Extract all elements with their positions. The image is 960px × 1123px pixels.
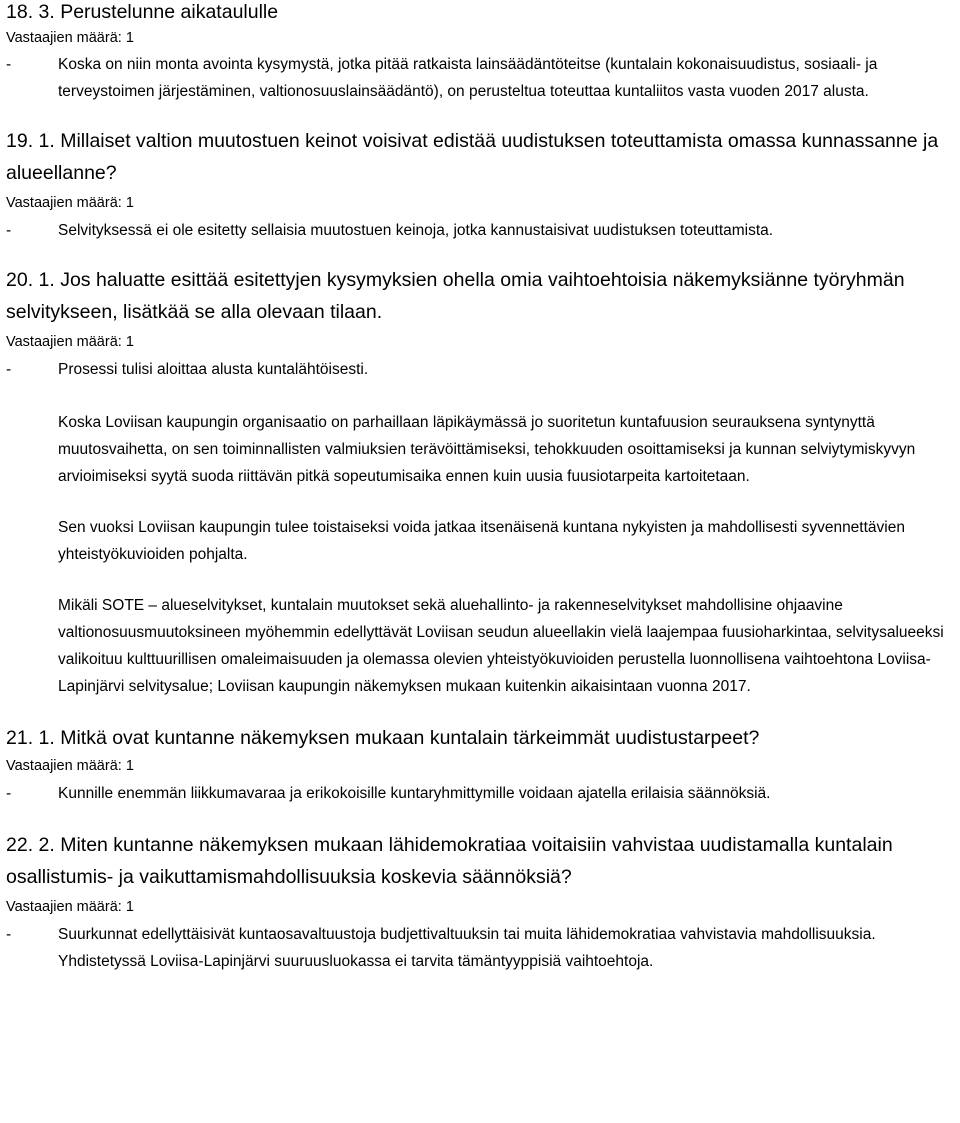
answer-text: Prosessi tulisi aloittaa alusta kuntalähtöisesti. — [58, 361, 369, 378]
respondent-count: Vastaajien määrä: 1 — [6, 30, 134, 46]
answer-paragraph: Koska Loviisan kaupungin organisaatio on parhaillaan läpikäymässä jo suoritetun kuntafuusion seurauksena syntynyttä muutosvaihetta, on sen toiminnallisten valmiuksien terävöittämiseksi, tehokkuuden osoittamiseksi ja kunnan selviytymiskyvyn arvioimiseksi syytä suoda riittävän pitkä sopeutumisaika ennen kuin uusia fuusiotarpeita kartoitetaan. — [58, 414, 916, 485]
question-heading: 22. 2. Miten kuntanne näkemyksen mukaan lähidemokratiaa voitaisiin vahvistaa uudistamalla kuntalain osallistumis- ja vaikuttamismahdollisuuksia koskevia säännöksiä? — [6, 834, 893, 888]
answer-item — [6, 356, 956, 383]
answer-text: Koska on niin monta avointa kysymystä, jotka pitää ratkaista lainsäädäntöteitse (kuntalain kokonaisuudistus, sosiaali- ja terveystoimen järjestäminen, valtionosuuslainsäädäntö), on perusteltua toteuttaa kuntaliitos vasta vuoden 2017 alusta. — [58, 56, 878, 100]
answer-text: Kunnille enemmän liikkumavaraa ja erikokoisille kuntaryhmittymille voidaan ajatella erilaisia säännöksiä. — [58, 785, 771, 802]
answer-item — [6, 780, 956, 807]
bullet-dash: - — [6, 56, 12, 73]
answer-text: Selvityksessä ei ole esitetty sellaisia muutostuen keinoja, jotka kannustaisivat uudistuksen toteuttamista. — [58, 222, 774, 239]
respondent-count: Vastaajien määrä: 1 — [6, 899, 134, 915]
answer-item — [6, 51, 956, 105]
respondent-count: Vastaajien määrä: 1 — [6, 195, 134, 211]
question-heading: 21. 1. Mitkä ovat kuntanne näkemyksen mukaan kuntalain tärkeimmät uudistustarpeet? — [6, 727, 760, 749]
answer-paragraph: Mikäli SOTE – alueselvitykset, kuntalain muutokset sekä aluehallinto- ja rakenneselvitykset mahdollisine ohjaavine valtionosuusmuutoksineen myöhemmin edellyttävät Loviisan seudun alueellakin vielä laajempaa fuusioharkintaa, selvitysalueeksi valikoituu kulttuurillisen omaleimaisuuden ja olemassa olevien yhteistyökuvioiden perustella luonnollisena vaihtoehtona Loviisa-Lapinjärvi selvitysalue; Loviisan kaupungin näkemyksen mukaan kuitenkin aikaisintaan vuonna 2017. — [58, 597, 944, 695]
answer-item — [6, 921, 956, 975]
respondent-count: Vastaajien määrä: 1 — [6, 334, 134, 350]
bullet-dash: - — [6, 785, 12, 802]
question-heading: 18. 3. Perustelunne aikataululle — [6, 1, 279, 23]
bullet-dash: - — [6, 361, 12, 378]
question-heading: 19. 1. Millaiset valtion muutostuen keinot voisivat edistää uudistuksen toteuttamista omassa kunnassanne ja alueellanne? — [6, 130, 939, 184]
bullet-dash: - — [6, 222, 12, 239]
answer-text: Suurkunnat edellyttäisivät kuntaosavaltuustoja budjettivaltuuksin tai muita lähidemokratiaa vahvistavia mahdollisuuksia. Yhdistetyssä Loviisa-Lapinjärvi suuruusluokassa ei tarvita tämäntyyppisiä vaihtoehtoja. — [58, 926, 876, 970]
respondent-count: Vastaajien määrä: 1 — [6, 758, 134, 774]
document-page — [6, 0, 956, 975]
answer-item — [6, 217, 956, 244]
answer-paragraph: Sen vuoksi Loviisan kaupungin tulee toistaiseksi voida jatkaa itsenäisenä kuntana nykyisten ja mahdollisesti syvennettävien yhteistyökuvioiden pohjalta. — [58, 519, 905, 563]
bullet-dash: - — [6, 926, 12, 943]
question-heading: 20. 1. Jos haluatte esittää esitettyjen kysymyksien ohella omia vaihtoehtoisia näkemyksiänne työryhmän selvitykseen, lisätkää se alla olevaan tilaan. — [6, 269, 905, 323]
